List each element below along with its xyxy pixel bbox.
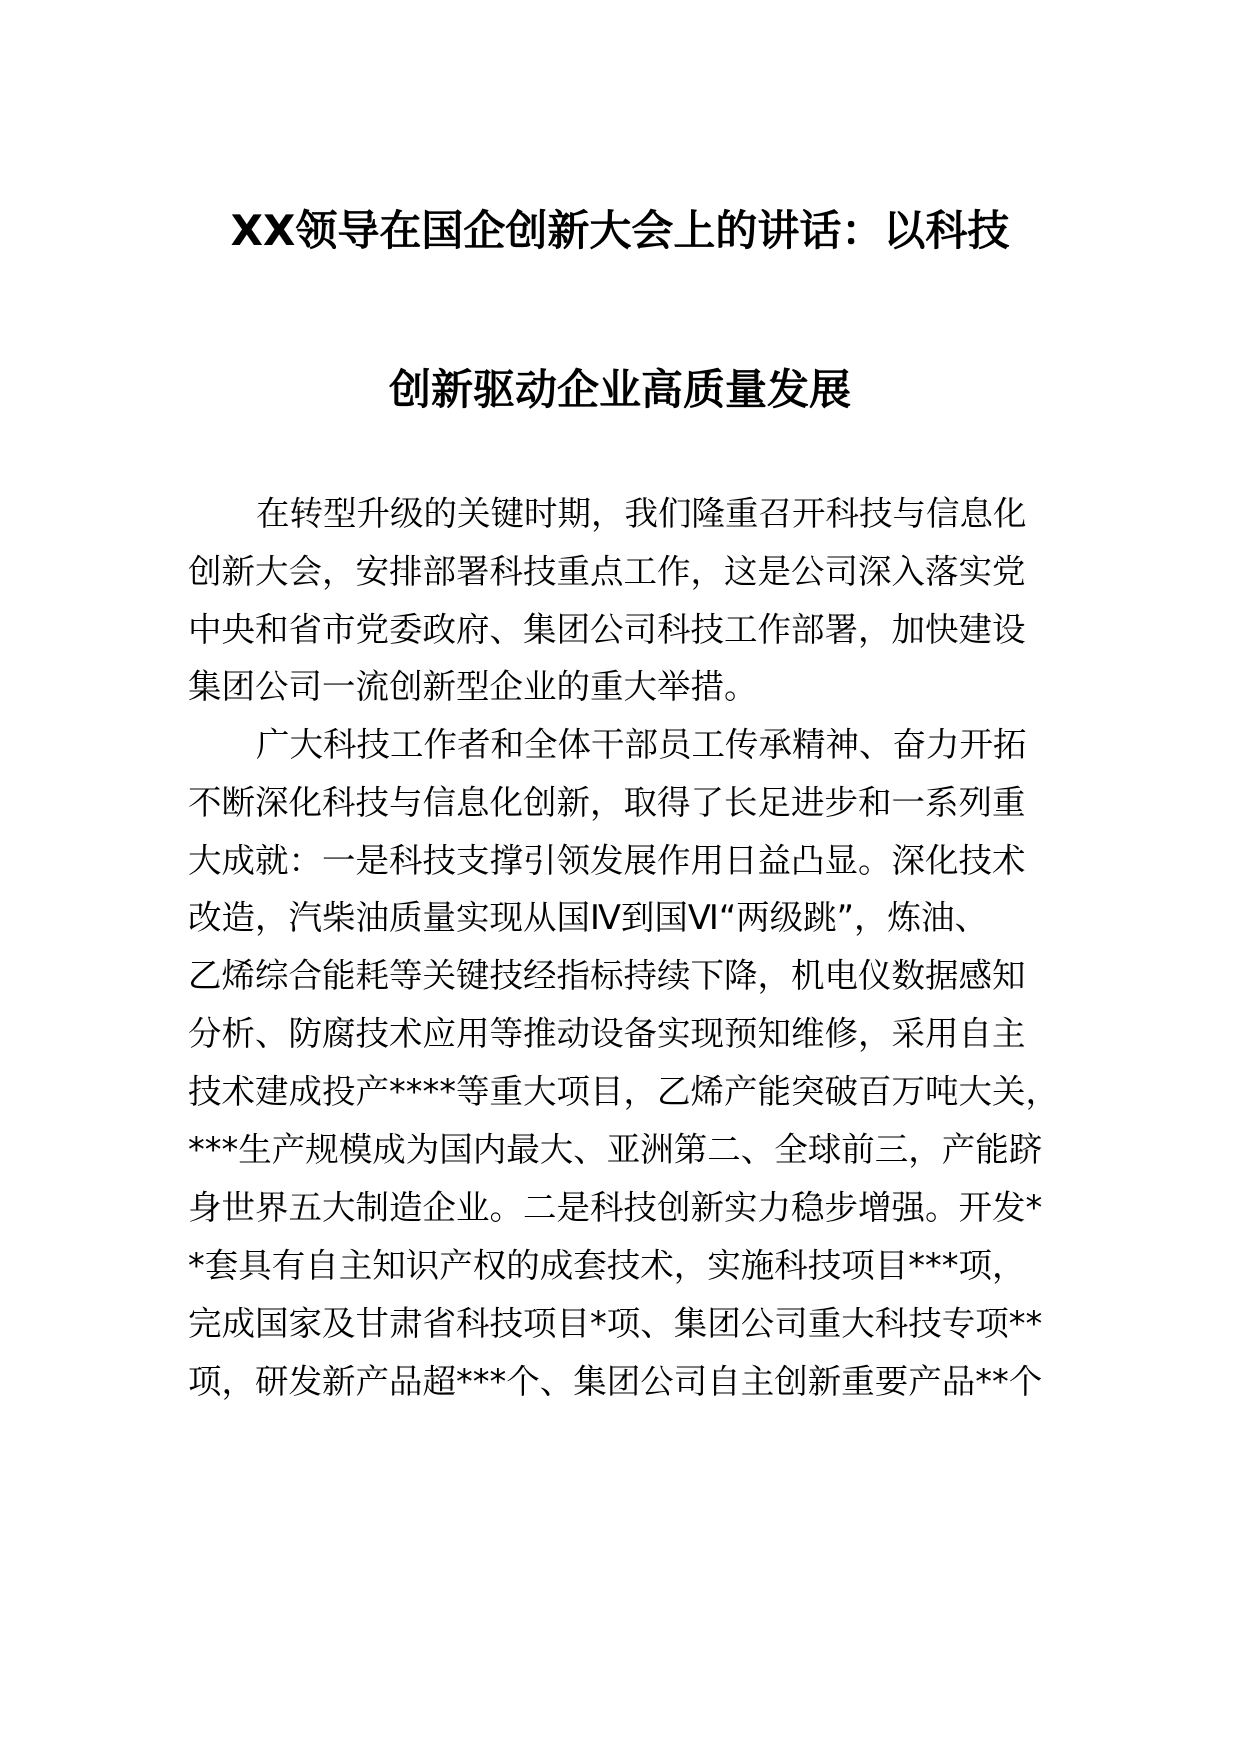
paragraph-1-line-2: 创新大会，安排部署科技重点工作，这是公司深入落实党 <box>188 552 1026 591</box>
document-title-line-2: 创新驱动企业高质量发展 <box>388 365 851 414</box>
paragraph-2-line-5: 乙烯综合能耗等关键技经指标持续下降，机电仪数据感知 <box>188 956 1026 995</box>
paragraph-2-line-8: ***生产规模成为国内最大、亚洲第二、全球前三，产能跻 <box>188 1130 1043 1169</box>
paragraph-2-line-6: 分析、防腐技术应用等推动设备实现预知维修，采用自主 <box>188 1014 1026 1053</box>
paragraph-1-line-4: 集团公司一流创新型企业的重大举措。 <box>188 667 758 706</box>
paragraph-2-line-7: 技术建成投产****等重大项目，乙烯产能突破百万吨大关， <box>188 1072 1059 1111</box>
paragraph-2-line-9: 身世界五大制造企业。二是科技创新实力稳步增强。开发* <box>188 1188 1043 1227</box>
paragraph-2-line-3: 大成就：一是科技支撑引领发展作用日益凸显。深化技术 <box>188 841 1026 880</box>
paragraph-2-line-2: 不断深化科技与信息化创新，取得了长足进步和一系列重 <box>188 783 1026 822</box>
paragraph-2-line-12: 项，研发新产品超***个、集团公司自主创新重要产品**个 <box>188 1362 1043 1401</box>
paragraph-2-line-1: 广大科技工作者和全体干部员工传承精神、奋力开拓 <box>256 725 1027 764</box>
paragraph-1-line-3: 中央和省市党委政府、集团公司科技工作部署，加快建设 <box>188 610 1026 649</box>
paragraph-2-line-4: 改造，汽柴油质量实现从国Ⅳ到国Ⅵ“两级跳”，炼油、 <box>188 898 989 937</box>
paragraph-2-line-10: *套具有自主知识产权的成套技术，实施科技项目***项， <box>188 1246 1026 1285</box>
paragraph-1-line-1: 在转型升级的关键时期，我们隆重召开科技与信息化 <box>256 494 1027 533</box>
document-title-line-1: XX领导在国企创新大会上的讲话：以科技 <box>230 206 1010 255</box>
paragraph-2-line-11: 完成国家及甘肃省科技项目*项、集团公司重大科技专项** <box>188 1304 1043 1343</box>
